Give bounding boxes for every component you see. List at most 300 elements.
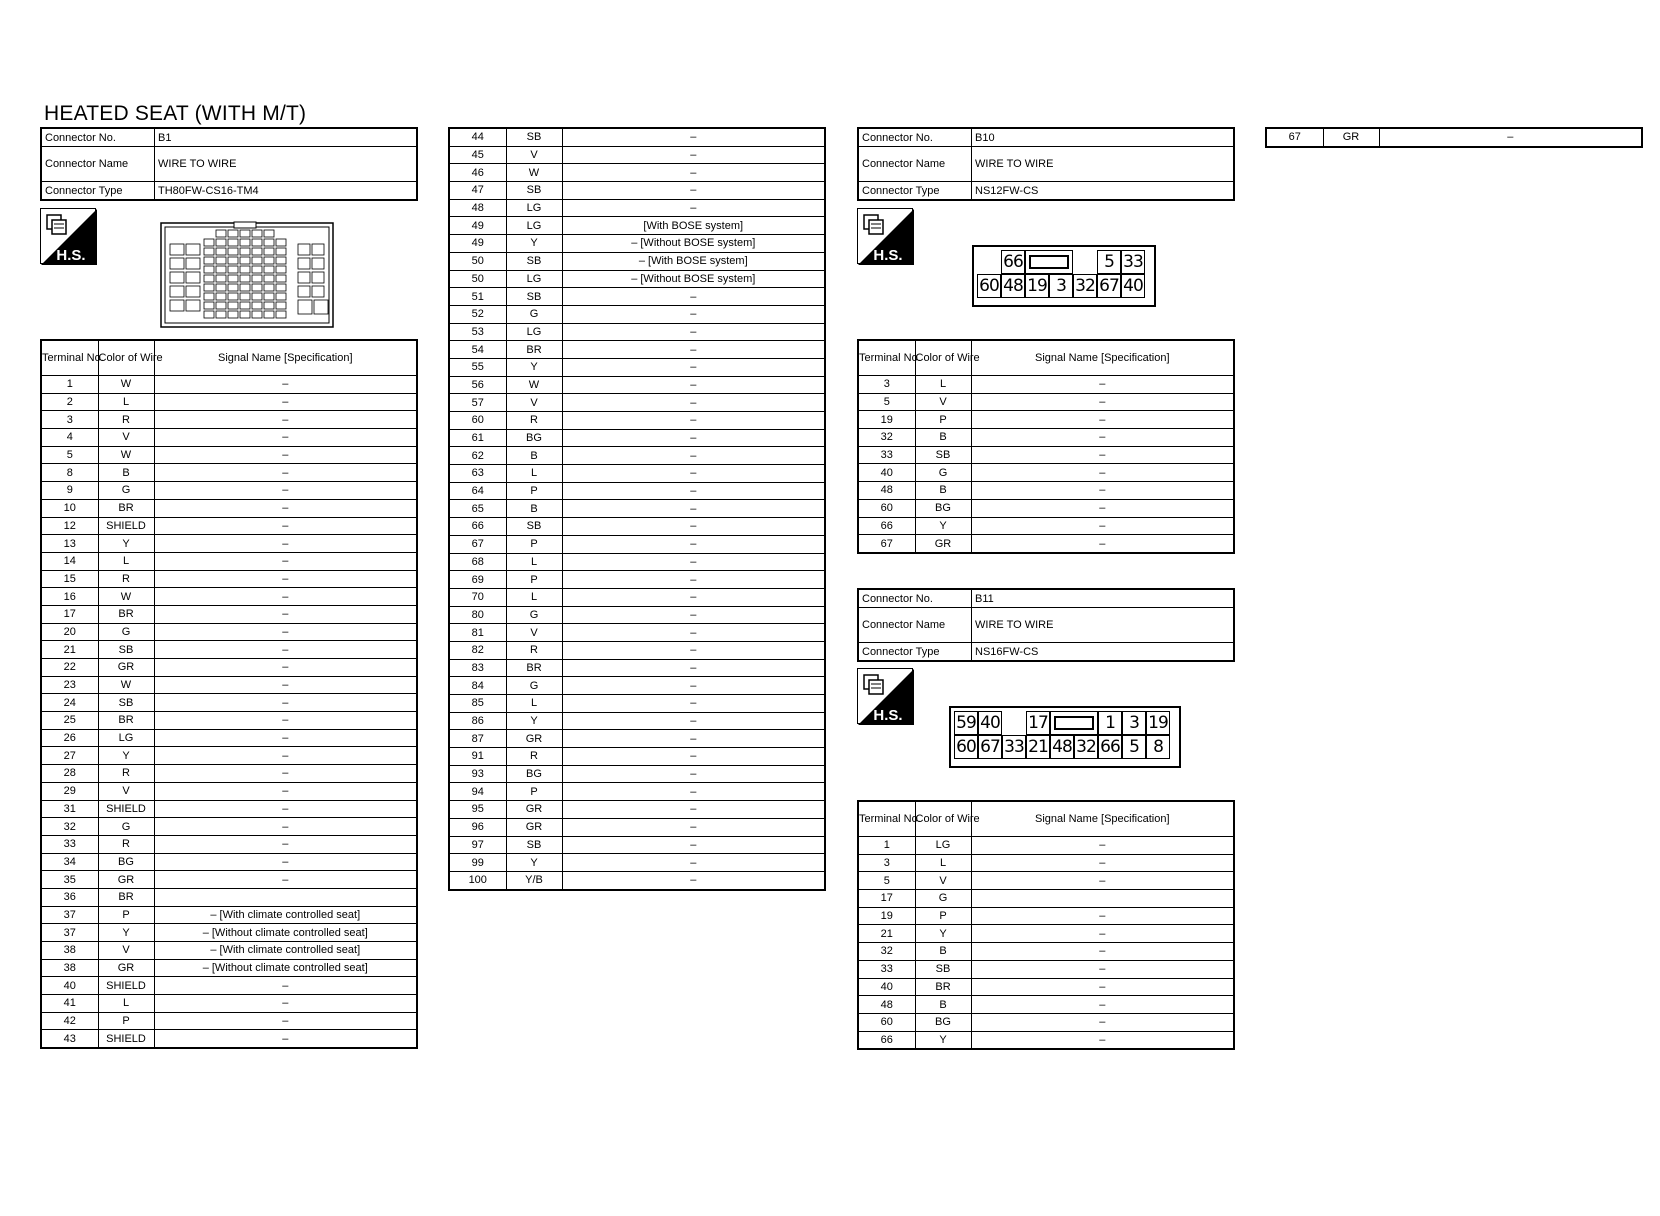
b1-pin-cavity [228, 302, 238, 309]
terminal-no-cell: 27 [41, 747, 98, 765]
terminal-no-header: Terminal No. [858, 340, 915, 376]
terminal-no-cell: 42 [41, 1012, 98, 1030]
b1-connector-face-diagram [160, 222, 334, 328]
wire-color-cell: L [98, 393, 154, 411]
terminal-row [449, 252, 825, 270]
b1-pin-cavity [216, 230, 226, 237]
b1-pin-cavity [204, 284, 214, 291]
signal-name-cell: – [154, 1030, 417, 1048]
b1-pin-cavity [264, 248, 274, 255]
terminal-row [41, 588, 417, 606]
terminal-row [449, 695, 825, 713]
terminal-no-cell: 53 [449, 323, 506, 341]
b11-terminal-table [857, 800, 1235, 1050]
wire-color-cell: LG [506, 217, 562, 235]
terminal-no-cell: 66 [449, 518, 506, 536]
signal-name-cell: – [562, 447, 825, 465]
terminal-row [449, 535, 825, 553]
terminal-no-cell: 2 [41, 393, 98, 411]
terminal-no-cell: 41 [41, 995, 98, 1013]
terminal-no-cell: 8 [41, 464, 98, 482]
b11-connector-type: NS16FW-CS [972, 643, 1235, 662]
b10-harness-side-icon [857, 208, 913, 264]
b1-pin-cavity [298, 272, 310, 283]
wire-color-cell: Y [915, 517, 971, 535]
b1-pin-cavity [298, 258, 310, 269]
signal-name-cell: – [154, 659, 417, 677]
terminal-no-cell: 66 [858, 1031, 915, 1049]
terminal-row [41, 464, 417, 482]
terminal-row [41, 411, 417, 429]
terminal-no-cell: 5 [858, 393, 915, 411]
terminal-row [449, 500, 825, 518]
wire-color-cell: Y [506, 358, 562, 376]
wire-color-cell: SB [915, 960, 971, 978]
b1-pin-cavity [264, 311, 274, 318]
wire-color-cell: G [506, 606, 562, 624]
pin: 3 [1122, 711, 1146, 735]
wire-color-cell: Y [915, 1031, 971, 1049]
terminal-no-cell: 45 [449, 146, 506, 164]
signal-name-cell: – [154, 535, 417, 553]
b1-pin-cavity [312, 244, 324, 255]
pin: 48 [1001, 274, 1025, 298]
signal-name-cell: – [562, 412, 825, 430]
terminal-row [41, 694, 417, 712]
wire-color-cell: P [506, 482, 562, 500]
wire-color-cell: R [98, 765, 154, 783]
signal-name-cell: – [562, 748, 825, 766]
wire-color-cell: SHIELD [98, 517, 154, 535]
wire-color-cell: Y [98, 924, 154, 942]
signal-name-cell: – [Without BOSE system] [562, 270, 825, 288]
signal-name-cell: – [562, 801, 825, 819]
terminal-no-cell: 94 [449, 783, 506, 801]
terminal-row [449, 358, 825, 376]
wire-color-cell: GR [98, 959, 154, 977]
signal-name-cell: – [154, 694, 417, 712]
wire-color-cell: SB [506, 182, 562, 200]
b1-pin-cavity [204, 293, 214, 300]
b1-pin-cavity [264, 302, 274, 309]
b10-connector-name: WIRE TO WIRE [972, 147, 1235, 182]
terminal-row [449, 199, 825, 217]
b1-pin-cavity [204, 302, 214, 309]
terminal-no-cell: 33 [41, 835, 98, 853]
signal-name-cell: – [971, 907, 1234, 925]
terminal-no-cell: 52 [449, 305, 506, 323]
terminal-row [449, 376, 825, 394]
wire-color-cell: G [98, 623, 154, 641]
terminal-no-cell: 29 [41, 782, 98, 800]
signal-name-cell: – [971, 429, 1234, 447]
terminal-no-cell: 26 [41, 729, 98, 747]
terminal-row [449, 765, 825, 783]
signal-name-cell [154, 888, 417, 906]
terminal-no-cell: 67 [449, 535, 506, 553]
terminal-no-cell: 54 [449, 341, 506, 359]
terminal-row [449, 871, 825, 889]
terminal-row [41, 641, 417, 659]
terminal-no-cell: 80 [449, 606, 506, 624]
terminal-no-cell: 67 [1266, 128, 1323, 147]
signal-name-cell: – [562, 482, 825, 500]
b1-pin-cavity [204, 275, 214, 282]
b1-pin-cavity [252, 275, 262, 282]
wire-color-cell: B [915, 482, 971, 500]
signal-name-cell: – [154, 605, 417, 623]
terminal-no-cell: 60 [449, 412, 506, 430]
terminal-row [449, 341, 825, 359]
terminal-no-cell: 49 [449, 217, 506, 235]
b1-connector-name: WIRE TO WIRE [155, 147, 418, 182]
pin: 60 [977, 274, 1001, 298]
b1-pin-cavity [240, 275, 250, 282]
signal-name-cell: – [154, 552, 417, 570]
wire-color-cell: Y [915, 925, 971, 943]
wire-color-cell: BR [98, 888, 154, 906]
pin: 32 [1073, 274, 1097, 298]
terminal-no-cell: 56 [449, 376, 506, 394]
wire-color-cell: B [98, 464, 154, 482]
b1-pin-cavity [186, 244, 200, 255]
signal-name-cell: – [154, 676, 417, 694]
b1-connector-no: B1 [155, 128, 418, 147]
terminal-no-cell: 31 [41, 800, 98, 818]
terminal-no-cell: 3 [858, 854, 915, 872]
terminal-row [41, 552, 417, 570]
wire-color-cell: GR [1323, 128, 1379, 147]
wire-color-cell: R [506, 641, 562, 659]
terminal-row [858, 1013, 1234, 1031]
signal-name-cell: – [971, 996, 1234, 1014]
b1-pin-cavity [298, 244, 310, 255]
label-connector-no: Connector No. [41, 128, 155, 147]
terminal-row [449, 801, 825, 819]
wire-color-cell: B [915, 996, 971, 1014]
terminal-no-cell: 16 [41, 588, 98, 606]
b1-pin-cavity [264, 257, 274, 264]
terminal-no-cell: 4 [41, 429, 98, 447]
b1-pin-cavity [276, 239, 286, 246]
signal-name-cell: – [Without climate controlled seat] [154, 959, 417, 977]
terminal-no-cell: 93 [449, 765, 506, 783]
wire-color-cell: BR [915, 978, 971, 996]
color-of-wire-header: Color of Wire [98, 340, 154, 376]
terminal-no-cell: 34 [41, 853, 98, 871]
terminal-no-cell: 38 [41, 942, 98, 960]
terminal-row [449, 641, 825, 659]
terminal-row [449, 624, 825, 642]
signal-name-cell: – [562, 783, 825, 801]
terminal-row [41, 659, 417, 677]
terminal-row [858, 499, 1234, 517]
terminal-row [41, 570, 417, 588]
wire-color-cell: V [506, 146, 562, 164]
terminal-row [449, 818, 825, 836]
terminal-no-cell: 38 [41, 959, 98, 977]
wire-color-cell: BR [98, 499, 154, 517]
b1-pin-cavity [216, 257, 226, 264]
b1-pin-cavity [276, 257, 286, 264]
terminal-no-cell: 95 [449, 801, 506, 819]
wire-color-cell: GR [98, 659, 154, 677]
b1-harness-side-icon [40, 208, 96, 264]
wire-color-cell: R [98, 570, 154, 588]
terminal-row [449, 447, 825, 465]
wire-color-cell: P [98, 906, 154, 924]
b11-harness-side-icon [857, 668, 913, 724]
terminal-no-header: Terminal No. [41, 340, 98, 376]
terminal-row [858, 996, 1234, 1014]
terminal-row [858, 925, 1234, 943]
wire-color-cell: V [98, 942, 154, 960]
signal-name-cell: – [154, 747, 417, 765]
page-title: HEATED SEAT (WITH M/T) [44, 102, 307, 125]
pin: 40 [978, 711, 1002, 735]
terminal-no-cell: 44 [449, 128, 506, 146]
terminal-row [858, 1031, 1234, 1049]
terminal-no-cell: 12 [41, 517, 98, 535]
b1-pin-cavity [228, 230, 238, 237]
label-connector-name: Connector Name [858, 147, 972, 182]
wire-color-cell: P [506, 535, 562, 553]
b1-pin-cavity [216, 275, 226, 282]
wire-color-cell: SB [506, 518, 562, 536]
signal-name-cell: – [154, 376, 417, 394]
terminal-row [858, 837, 1234, 855]
wire-color-cell: W [98, 446, 154, 464]
signal-name-cell: – [154, 712, 417, 730]
b1-terminal-table [40, 339, 418, 1049]
terminal-row [858, 517, 1234, 535]
wire-color-cell: V [98, 429, 154, 447]
terminal-no-cell: 1 [858, 837, 915, 855]
terminal-row [41, 835, 417, 853]
wire-color-cell: G [98, 482, 154, 500]
signal-name-cell: – [971, 535, 1234, 553]
terminal-no-cell: 50 [449, 252, 506, 270]
terminal-no-cell: 43 [41, 1030, 98, 1048]
signal-name-cell: – [971, 1013, 1234, 1031]
color-of-wire-header: Color of Wire [915, 801, 971, 837]
terminal-no-cell: 40 [858, 464, 915, 482]
terminal-row [858, 482, 1234, 500]
b1-pin-cavity [170, 272, 184, 283]
wire-color-cell: SB [506, 128, 562, 146]
wire-color-cell: GR [506, 818, 562, 836]
signal-name-cell: – [971, 872, 1234, 890]
wire-color-cell: SB [98, 641, 154, 659]
terminal-row [449, 182, 825, 200]
b1-pin-cavity [216, 302, 226, 309]
wire-color-cell: G [915, 464, 971, 482]
wire-color-cell: SHIELD [98, 977, 154, 995]
terminal-no-cell: 35 [41, 871, 98, 889]
b1-pin-cavity [228, 311, 238, 318]
terminal-row [449, 465, 825, 483]
b1-pin-cavity [240, 311, 250, 318]
terminal-row [858, 393, 1234, 411]
terminal-no-cell: 24 [41, 694, 98, 712]
signal-name-cell: – [562, 500, 825, 518]
b1-pin-cavity [240, 284, 250, 291]
terminal-no-cell: 64 [449, 482, 506, 500]
b1-pin-cavity [314, 300, 328, 314]
hs-label: H.S. [873, 247, 903, 264]
b1-pin-cavity [216, 239, 226, 246]
b1-pin-cavity [240, 266, 250, 273]
terminal-no-cell: 37 [41, 924, 98, 942]
b1-pin-cavity [264, 284, 274, 291]
terminal-row [41, 376, 417, 394]
terminal-no-cell: 61 [449, 429, 506, 447]
wire-color-cell: BG [98, 853, 154, 871]
wire-color-cell: L [506, 465, 562, 483]
terminal-row [449, 836, 825, 854]
signal-name-cell: – [971, 943, 1234, 961]
signal-name-cell: – [With climate controlled seat] [154, 906, 417, 924]
wire-color-cell: BR [98, 712, 154, 730]
terminal-no-cell: 10 [41, 499, 98, 517]
terminal-no-cell: 19 [858, 907, 915, 925]
terminal-no-cell: 33 [858, 960, 915, 978]
wire-color-cell: Y/B [506, 871, 562, 889]
terminal-row [858, 960, 1234, 978]
b1-pin-cavity [276, 266, 286, 273]
signal-name-cell: – [562, 695, 825, 713]
signal-name-cell: – [With BOSE system] [562, 252, 825, 270]
b10-connector-no: B10 [972, 128, 1235, 147]
b1-pin-cavity [240, 257, 250, 264]
terminal-row [41, 959, 417, 977]
terminal-no-cell: 20 [41, 623, 98, 641]
signal-name-cell: – [Without climate controlled seat] [154, 924, 417, 942]
terminal-no-cell: 85 [449, 695, 506, 713]
pin-blank [1073, 250, 1097, 274]
signal-name-cell: – [971, 837, 1234, 855]
wire-color-cell: R [506, 412, 562, 430]
terminal-no-cell: 33 [858, 446, 915, 464]
terminal-no-header: Terminal No. [858, 801, 915, 837]
signal-name-cell: – [154, 623, 417, 641]
terminal-row [1266, 128, 1642, 147]
pin: 17 [1026, 711, 1050, 735]
terminal-no-cell: 17 [41, 605, 98, 623]
terminal-row [858, 890, 1234, 908]
terminal-no-cell: 65 [449, 500, 506, 518]
signal-name-cell: – [971, 393, 1234, 411]
terminal-no-cell: 62 [449, 447, 506, 465]
connector-key [1025, 250, 1073, 274]
wire-color-cell: W [98, 588, 154, 606]
signal-name-cell: – [With climate controlled seat] [154, 942, 417, 960]
terminal-no-cell: 25 [41, 712, 98, 730]
terminal-no-cell: 28 [41, 765, 98, 783]
b1-pin-cavity [170, 258, 184, 269]
signal-name-cell: – [971, 960, 1234, 978]
pin: 67 [978, 735, 1002, 759]
terminal-row [449, 305, 825, 323]
b1-pin-cavity [186, 258, 200, 269]
terminal-no-cell: 40 [41, 977, 98, 995]
signal-name-cell: – [562, 518, 825, 536]
signal-name-header: Signal Name [Specification] [154, 340, 417, 376]
signal-name-cell: – [562, 465, 825, 483]
label-connector-type: Connector Type [858, 643, 972, 662]
b1-pin-cavity [240, 230, 250, 237]
terminal-row [41, 393, 417, 411]
signal-name-cell: – [562, 535, 825, 553]
wire-color-cell: W [98, 376, 154, 394]
terminal-row [449, 412, 825, 430]
wire-color-cell: Y [98, 747, 154, 765]
terminal-row [858, 872, 1234, 890]
wire-color-cell: L [98, 552, 154, 570]
signal-name-cell: – [562, 641, 825, 659]
b1-pin-cavity [298, 300, 312, 314]
hs-label: H.S. [56, 247, 86, 264]
wire-color-cell: P [915, 907, 971, 925]
signal-name-cell: – [562, 323, 825, 341]
terminal-row [41, 446, 417, 464]
terminal-row [41, 942, 417, 960]
signal-name-cell: – [154, 765, 417, 783]
pin: 19 [1025, 274, 1049, 298]
terminal-row [41, 729, 417, 747]
wire-color-cell: BR [506, 659, 562, 677]
signal-name-cell: – [562, 712, 825, 730]
wire-color-cell: P [98, 1012, 154, 1030]
terminal-row [41, 995, 417, 1013]
label-connector-name: Connector Name [41, 147, 155, 182]
signal-name-cell: – [154, 1012, 417, 1030]
signal-name-cell: – [562, 376, 825, 394]
terminal-row [41, 800, 417, 818]
wire-color-cell: L [915, 376, 971, 394]
pin: 59 [954, 711, 978, 735]
signal-name-cell: – [154, 464, 417, 482]
terminal-row [449, 288, 825, 306]
b1-pin-cavity [276, 284, 286, 291]
terminal-no-cell: 3 [858, 376, 915, 394]
b1-terminal-table-continued [448, 127, 826, 891]
terminal-no-cell: 22 [41, 659, 98, 677]
wire-color-cell: R [98, 835, 154, 853]
terminal-no-cell: 21 [41, 641, 98, 659]
wire-color-cell: GR [506, 730, 562, 748]
pin: 60 [954, 735, 978, 759]
wire-color-cell: Y [506, 854, 562, 872]
terminal-no-cell: 15 [41, 570, 98, 588]
terminal-no-cell: 40 [858, 978, 915, 996]
b1-pin-cavity [170, 286, 184, 297]
terminal-no-cell: 32 [858, 429, 915, 447]
wire-color-cell: G [98, 818, 154, 836]
b1-pin-cavity [216, 284, 226, 291]
b1-pin-cavity [240, 302, 250, 309]
terminal-no-cell: 46 [449, 164, 506, 182]
terminal-row [858, 943, 1234, 961]
pin-blank [1002, 711, 1026, 735]
signal-name-cell: – [971, 1031, 1234, 1049]
wire-color-cell: L [98, 995, 154, 1013]
signal-name-cell: – [1379, 128, 1642, 147]
signal-name-cell: – [154, 446, 417, 464]
signal-name-cell: – [971, 925, 1234, 943]
signal-name-cell: – [154, 393, 417, 411]
signal-name-cell: – [971, 446, 1234, 464]
